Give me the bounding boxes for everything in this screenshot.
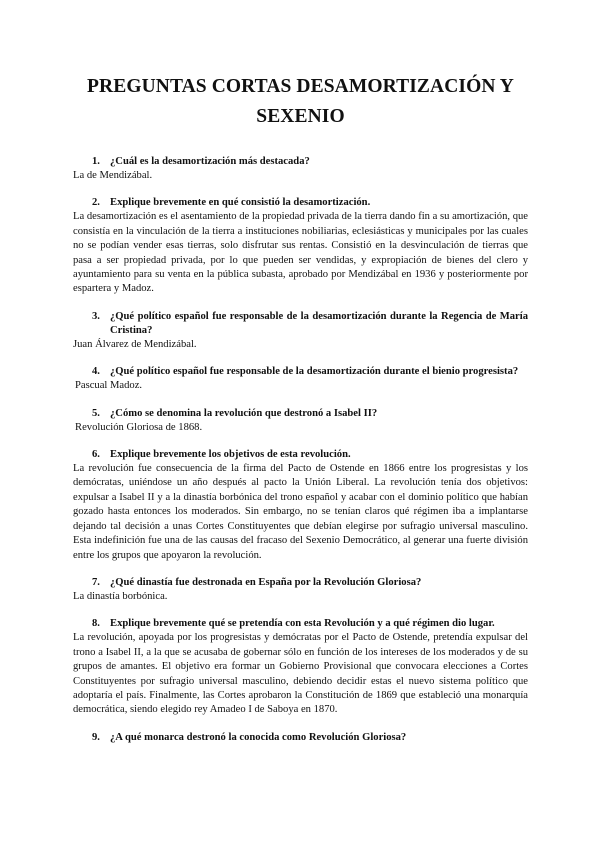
- answer-2: La desamortización es el asentamiento de la propiedad privada de la tierra dando fin a su amortización, que consistía en la vinculación de la tierra a instituciones nobiliarias, eclesiásticas y municipales por las cuales no se podían vender esas tierras, solo disfrutar sus rentas. Consistió en la desvinculación de tierras que pasa a ser propiedad privada, por lo que pueden ser vendidas, y expropiación de bienes del clero y ayuntamiento para su venta en la pública subasta, aprobado por Mendizábal en 1936 y posteriormente por espartera y Madoz.: [73, 211, 528, 295]
- question-block-1: [73, 155, 528, 183]
- question-2: 2. Explique brevemente en qué consistió la desamortización.: [92, 197, 371, 209]
- answer-6: La revolución fue consecuencia de la firma del Pacto de Ostende en 1866 entre los progresistas y los demócratas, uniéndose un año después al pacto la Unión Liberal. La revolución tenía dos objetivos: expulsar a Isabel II y a la dinastía borbónica del trono español y acabar con el dominio político que habían gozado hasta entonces los moderados. Sin embargo, no se tenían claros qué régimen iba a implantarse dejando tal decisión a unas Cortes Constituyentes que debían elegirse por sufragio universal masculino. Esta indefinición fue una de las causas del fracaso del Sexenio Democrático, al generar una fuerte división entre los grupos que apoyaron la revolución.: [73, 463, 528, 561]
- question-block-2: [73, 196, 528, 296]
- page-title: [73, 72, 528, 132]
- question-block-7: [73, 576, 528, 604]
- answer-7: La dinastía borbónica.: [73, 590, 168, 602]
- question-block-9: [73, 731, 528, 745]
- question-block-8: [73, 617, 528, 717]
- question-7: 7. ¿Qué dinastía fue destronada en España por la Revolución Gloriosa?: [92, 576, 422, 588]
- question-6: 6. Explique brevemente los objetivos de esta revolución.: [92, 449, 351, 461]
- question-4: 4. ¿Qué político español fue responsable de la desamortización durante el bienio progresista?: [92, 366, 519, 378]
- answer-8: La revolución, apoyada por los progresistas y demócratas por el Pacto de Ostende, pretendía expulsar del trono a Isabel II, a la que se acusaba de gobernar sólo en función de los intereses de los moderados y de su grupos de amantes. El objetivo era formar un Gobierno Provisional que convocara elecciones a Cortes Constituyentes por sufragio universal masculino, debiendo decidir estas el nuevo sistema político que adoptaría el país. Finalmente, las Cortes aprobaron la Constitución de 1869 que estableció una monarquía democrática, siendo elegido rey Amadeo I de Saboya en 1870.: [73, 632, 528, 716]
- question-5: 5. ¿Cómo se denomina la revolución que destronó a Isabel II?: [92, 407, 378, 419]
- question-8: 8. Explique brevemente qué se pretendía con esta Revolución y a qué régimen dio lugar.: [92, 618, 495, 630]
- answer-4: Pascual Madoz.: [75, 380, 143, 392]
- answer-1: La de Mendizábal.: [73, 170, 153, 181]
- question-9: 9. ¿A qué monarca destronó la conocida como Revolución Gloriosa?: [92, 731, 407, 743]
- question-block-6: [73, 448, 528, 563]
- question-block-5: [73, 407, 528, 435]
- title-line-1: PREGUNTAS CORTAS DESAMORTIZACIÓN Y: [87, 76, 514, 97]
- question-block-3: [73, 310, 528, 352]
- title-line-2: SEXENIO: [256, 106, 345, 127]
- answer-5: Revolución Gloriosa de 1868.: [75, 421, 203, 433]
- answer-3: Juan Álvarez de Mendizábal.: [73, 338, 197, 350]
- question-1: 1. ¿Cuál es la desamortización más destacada?: [92, 156, 310, 167]
- question-3: 3. ¿Qué político español fue responsable de la desamortización durante la Regencia de María Cristina?: [92, 310, 528, 336]
- question-block-4: [73, 365, 528, 393]
